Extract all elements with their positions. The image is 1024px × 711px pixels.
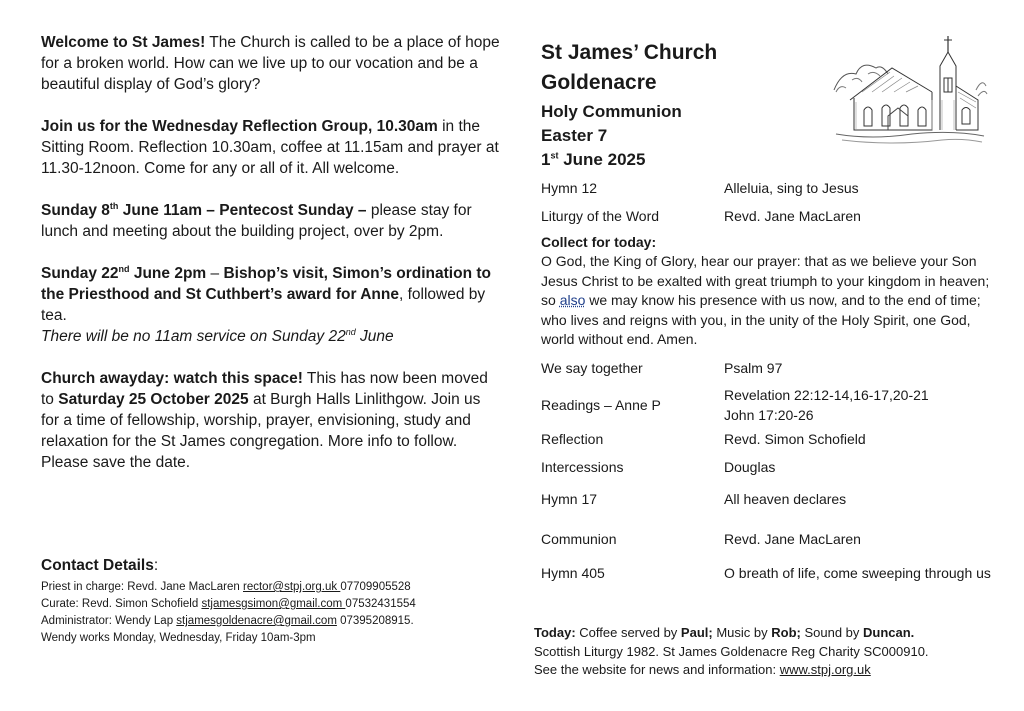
church-name: St James’ Church bbox=[541, 41, 718, 64]
order-detail: Revd. Jane MacLaren bbox=[724, 530, 861, 547]
today-line bbox=[534, 624, 1014, 643]
footer bbox=[534, 624, 1014, 680]
pentecost-notice bbox=[41, 200, 501, 242]
welcome-notice bbox=[41, 32, 501, 95]
wednesday-text: in the Sitting Room. Reflection 10.30am, coffee at 11.15am and prayer at 11.30-12noon. Come for any or all of it. All welcome. bbox=[41, 118, 499, 177]
sound-text: Sound by bbox=[800, 625, 863, 640]
order-row bbox=[541, 429, 1004, 449]
bishop-heading: Bishop’s visit, Simon’s ordination to the Priesthood and St Cuthbert’s award for Anne bbox=[41, 265, 491, 303]
order-detail: Psalm 97 bbox=[724, 359, 783, 376]
order-item: Hymn 405 bbox=[541, 564, 605, 581]
wednesday-notice bbox=[41, 116, 501, 179]
service-season: Easter 7 bbox=[541, 126, 608, 145]
music-name: Rob; bbox=[771, 625, 801, 640]
contact-priest bbox=[41, 579, 511, 596]
order-of-service-top bbox=[534, 178, 1004, 226]
order-item: Hymn 12 bbox=[541, 180, 598, 196]
order-row bbox=[541, 563, 1004, 583]
liturgy-line: Scottish Liturgy 1982. St James Goldenacre Reg Charity SC000910. bbox=[534, 643, 929, 659]
order-detail: All heaven declares bbox=[724, 490, 847, 507]
order-detail: Revd. Jane MacLaren bbox=[724, 208, 861, 224]
bishop-text: , followed by tea. bbox=[41, 286, 486, 324]
service-date-day: 1 bbox=[541, 150, 551, 169]
order-row bbox=[541, 358, 1004, 378]
priest-label: Priest in charge: Revd. Jane MacLaren bbox=[41, 581, 243, 593]
order-item: Liturgy of the Word bbox=[541, 208, 660, 224]
curate-label: Curate: Revd. Simon Schofield bbox=[41, 598, 202, 610]
bishop-date-suffix: nd bbox=[118, 263, 130, 274]
order-row bbox=[541, 489, 1004, 509]
office-hours: Wendy works Monday, Wednesday, Friday 10am-3pm bbox=[41, 632, 316, 644]
order-detail: Douglas bbox=[724, 458, 776, 475]
order-item: Reflection bbox=[541, 430, 604, 447]
bishop-date-heading bbox=[41, 265, 206, 282]
collect-text bbox=[541, 252, 996, 350]
order-row bbox=[541, 385, 1004, 425]
awayday-notice bbox=[41, 368, 501, 473]
admin-email-link[interactable]: stjamesgoldenacre@gmail.com bbox=[176, 615, 337, 627]
pentecost-date: Sunday 8 bbox=[41, 202, 110, 219]
no-service-suffix: nd bbox=[345, 326, 356, 337]
reading-1: Revelation 22:12-14,16-17,20-21 bbox=[724, 386, 929, 403]
website-line bbox=[534, 661, 1014, 680]
bishop-date: Sunday 22 bbox=[41, 265, 119, 282]
collect-title: Collect for today: bbox=[541, 234, 657, 250]
awayday-date: Saturday 25 October 2025 bbox=[58, 391, 249, 408]
pentecost-title: June 11am – Pentecost Sunday – bbox=[118, 202, 367, 219]
no-service-text: There will be no 11am service on Sunday 22 bbox=[41, 328, 346, 345]
contact-title bbox=[41, 557, 511, 575]
priest-phone: 07709905528 bbox=[340, 581, 411, 593]
contact-curate bbox=[41, 596, 511, 613]
wednesday-heading: Join us for the Wednesday Reflection Group, 10.30am bbox=[41, 118, 438, 135]
collect-text-a: O God, the King of Glory, hear our prayer: that as we believe your Son Jesus Christ to be exalted with great triumph to your kingdom in heaven; so bbox=[541, 253, 990, 308]
contact-admin bbox=[41, 613, 511, 630]
awayday-text-a: This has now been moved to bbox=[41, 370, 488, 408]
contact-details bbox=[41, 557, 511, 647]
collect-text-b: we may know his presence with us now, and to the end of time; who lives and reigns with you, in the unity of the Holy Spirit, one God, world without end. Amen. bbox=[541, 292, 981, 347]
collect-also: also bbox=[559, 292, 586, 308]
priest-email-link[interactable]: rector@stpj.org.uk bbox=[243, 581, 341, 593]
order-detail: Alleluia, sing to Jesus bbox=[724, 180, 859, 196]
pentecost-text: please stay for lunch and meeting about the building project, over by 2pm. bbox=[41, 202, 472, 240]
contact-title-text: Contact Details bbox=[41, 557, 154, 574]
service-name: Holy Communion bbox=[541, 102, 682, 121]
awayday-text-b: at Burgh Halls Linlithgow. Join us for a time of fellowship, worship, prayer, envisioning, study and relaxation for the St James congregation. More info to follow. Please save the date. bbox=[41, 391, 481, 471]
order-detail: Revd. Simon Schofield bbox=[724, 430, 866, 447]
order-row bbox=[541, 529, 1004, 549]
pentecost-heading bbox=[41, 202, 367, 219]
admin-phone: 07395208915. bbox=[336, 615, 414, 627]
website-text: See the website for news and information: bbox=[534, 662, 780, 677]
order-of-service-bottom bbox=[534, 358, 1004, 583]
notices-column bbox=[41, 32, 501, 494]
order-row bbox=[541, 178, 1004, 198]
church-sketch-icon bbox=[832, 30, 988, 150]
service-date bbox=[541, 148, 1004, 172]
bishop-notice bbox=[41, 263, 501, 347]
service-date-month: June 2025 bbox=[558, 150, 646, 169]
curate-phone: 07532431554 bbox=[345, 598, 416, 610]
order-detail: O breath of life, come sweeping through us bbox=[724, 564, 991, 581]
website-link[interactable]: www.stpj.org.uk bbox=[779, 662, 871, 677]
reading-2: John 17:20-26 bbox=[724, 406, 814, 423]
sound-name: Duncan. bbox=[863, 625, 915, 640]
pentecost-date-suffix: th bbox=[109, 200, 119, 211]
church-location: Goldenacre bbox=[541, 71, 657, 94]
no-service-note bbox=[41, 328, 394, 345]
awayday-heading: Church awayday: watch this space! bbox=[41, 370, 303, 387]
admin-label: Administrator: Wendy Lap bbox=[41, 615, 177, 627]
order-item: Intercessions bbox=[541, 458, 624, 475]
order-detail bbox=[724, 385, 1004, 425]
coffee-text: Coffee served by bbox=[575, 625, 681, 640]
contact-title-colon: : bbox=[153, 557, 159, 574]
order-item: Communion bbox=[541, 530, 617, 547]
no-service-month: June bbox=[355, 328, 394, 345]
order-row bbox=[541, 206, 1004, 226]
curate-email-link[interactable]: stjamesgsimon@gmail.com bbox=[201, 598, 346, 610]
service-date-suffix: st bbox=[550, 150, 559, 161]
welcome-heading: Welcome to St James! bbox=[41, 34, 206, 51]
order-row bbox=[541, 457, 1004, 477]
today-label: Today: bbox=[534, 625, 576, 640]
coffee-name: Paul; bbox=[680, 625, 713, 640]
order-item: Hymn 17 bbox=[541, 490, 598, 507]
order-item: We say together bbox=[541, 359, 643, 376]
music-text: Music by bbox=[712, 625, 772, 640]
bishop-dash: – bbox=[206, 265, 224, 282]
welcome-text: The Church is called to be a place of hope for a broken world. How can we live up to our vocation and be a beautiful display of God’s glory? bbox=[41, 34, 500, 93]
bishop-time: June 2pm bbox=[129, 265, 207, 282]
order-item: Readings – Anne P bbox=[541, 396, 661, 413]
